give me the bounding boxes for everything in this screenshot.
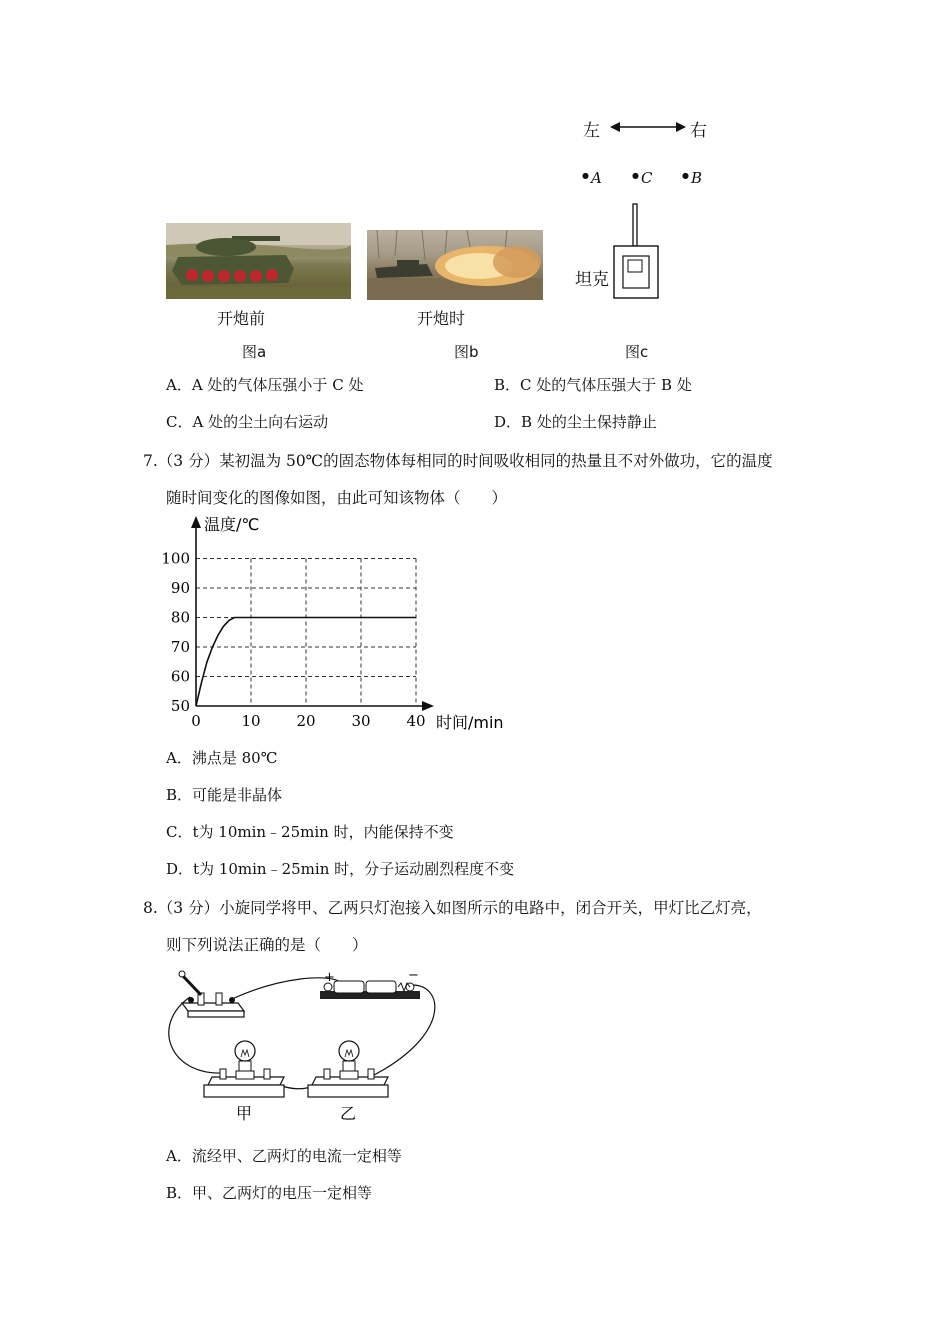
lamp-yi <box>308 1041 388 1097</box>
tank-label: 坦克 <box>575 270 609 290</box>
q6-option-b[interactable]: B．C 处的气体压强大于 B 处 <box>494 376 692 394</box>
y-tick-label-60: 60 <box>170 667 190 686</box>
direction-left-label: 左 <box>583 121 600 141</box>
point-c-label: C <box>641 169 653 187</box>
x-tick-labels <box>191 712 425 730</box>
caption-during-firing: 开炮时 <box>417 309 466 328</box>
y-tick-label-50: 50 <box>170 697 190 715</box>
tank-diagram <box>612 202 662 300</box>
y-tick-label-70: 70 <box>170 638 190 656</box>
fig-a-label: 图a <box>242 343 267 361</box>
point-b-label: B <box>691 169 703 187</box>
q8-option-b[interactable]: B．甲、乙两灯的电压一定相等 <box>166 1184 373 1202</box>
temperature-time-chart <box>150 512 515 737</box>
q6-option-d[interactable]: D．B 处的尘土保持静止 <box>494 413 657 431</box>
q7-stem-line2: 随时间变化的图像如图，由此可知该物体（ ） <box>166 489 508 507</box>
circuit-diagram <box>160 965 450 1125</box>
q6-option-c[interactable]: C．A 处的尘土向右运动 <box>166 413 329 431</box>
lamp-jia-label: 甲 <box>236 1104 253 1123</box>
x-tick-label-40: 40 <box>406 712 426 730</box>
tank-before-photo <box>166 223 351 299</box>
q7-stem-line1: 7.（3 分）某初温为 50℃的固态物体每相同的时间吸收相同的热量且不对外做功，它的温度 <box>143 452 773 470</box>
point-a-dot: ● <box>582 171 589 180</box>
point-c-dot: ● <box>632 171 639 180</box>
q7-option-a[interactable]: A．沸点是 80℃ <box>166 749 278 767</box>
q8-option-a[interactable]: A．流经甲、乙两灯的电流一定相等 <box>166 1147 402 1165</box>
y-axis-arrow <box>191 516 201 528</box>
direction-arrow <box>608 117 688 137</box>
battery-plus-sign: + <box>324 970 335 985</box>
x-axis-label: 时间/min <box>436 713 504 732</box>
battery-minus-sign: − <box>408 968 419 983</box>
x-tick-label-20: 20 <box>296 712 316 730</box>
point-a-label: A <box>591 169 602 187</box>
caption-before-firing: 开炮前 <box>217 309 266 328</box>
fig-b-label: 图b <box>454 343 479 361</box>
x-axis-arrow <box>422 701 434 711</box>
q8-stem-line1: 8.（3 分）小旋同学将甲、乙两只灯泡接入如图所示的电路中，闭合开关，甲灯比乙灯亮， <box>143 899 762 917</box>
q7-option-c[interactable]: C．t为 10min﹣25min 时，内能保持不变 <box>166 823 454 841</box>
lamp-yi-label: 乙 <box>340 1104 357 1123</box>
switch <box>179 971 244 1017</box>
y-tick-labels <box>161 550 190 716</box>
y-tick-label-100: 100 <box>161 549 190 568</box>
chart-grid <box>196 559 416 707</box>
fig-c-label: 图c <box>625 343 649 361</box>
point-b-dot: ● <box>682 171 689 180</box>
q7-option-d[interactable]: D．t为 10min﹣25min 时，分子运动剧烈程度不变 <box>166 860 515 878</box>
direction-right-label: 右 <box>690 121 707 141</box>
q7-option-b[interactable]: B．可能是非晶体 <box>166 786 283 804</box>
x-tick-label-10: 10 <box>241 712 261 730</box>
tank-firing-photo <box>367 230 543 300</box>
y-axis-label: 温度/℃ <box>204 515 260 534</box>
q8-stem-line2: 则下列说法正确的是（ ） <box>166 936 368 954</box>
lamp-jia <box>204 1041 284 1097</box>
q6-option-a[interactable]: A．A 处的气体压强小于 C 处 <box>166 376 364 394</box>
battery-box <box>320 981 420 999</box>
y-tick-label-80: 80 <box>170 608 190 627</box>
x-tick-label-0: 0 <box>191 712 201 730</box>
x-tick-label-30: 30 <box>351 712 371 730</box>
y-tick-label-90: 90 <box>170 579 190 597</box>
